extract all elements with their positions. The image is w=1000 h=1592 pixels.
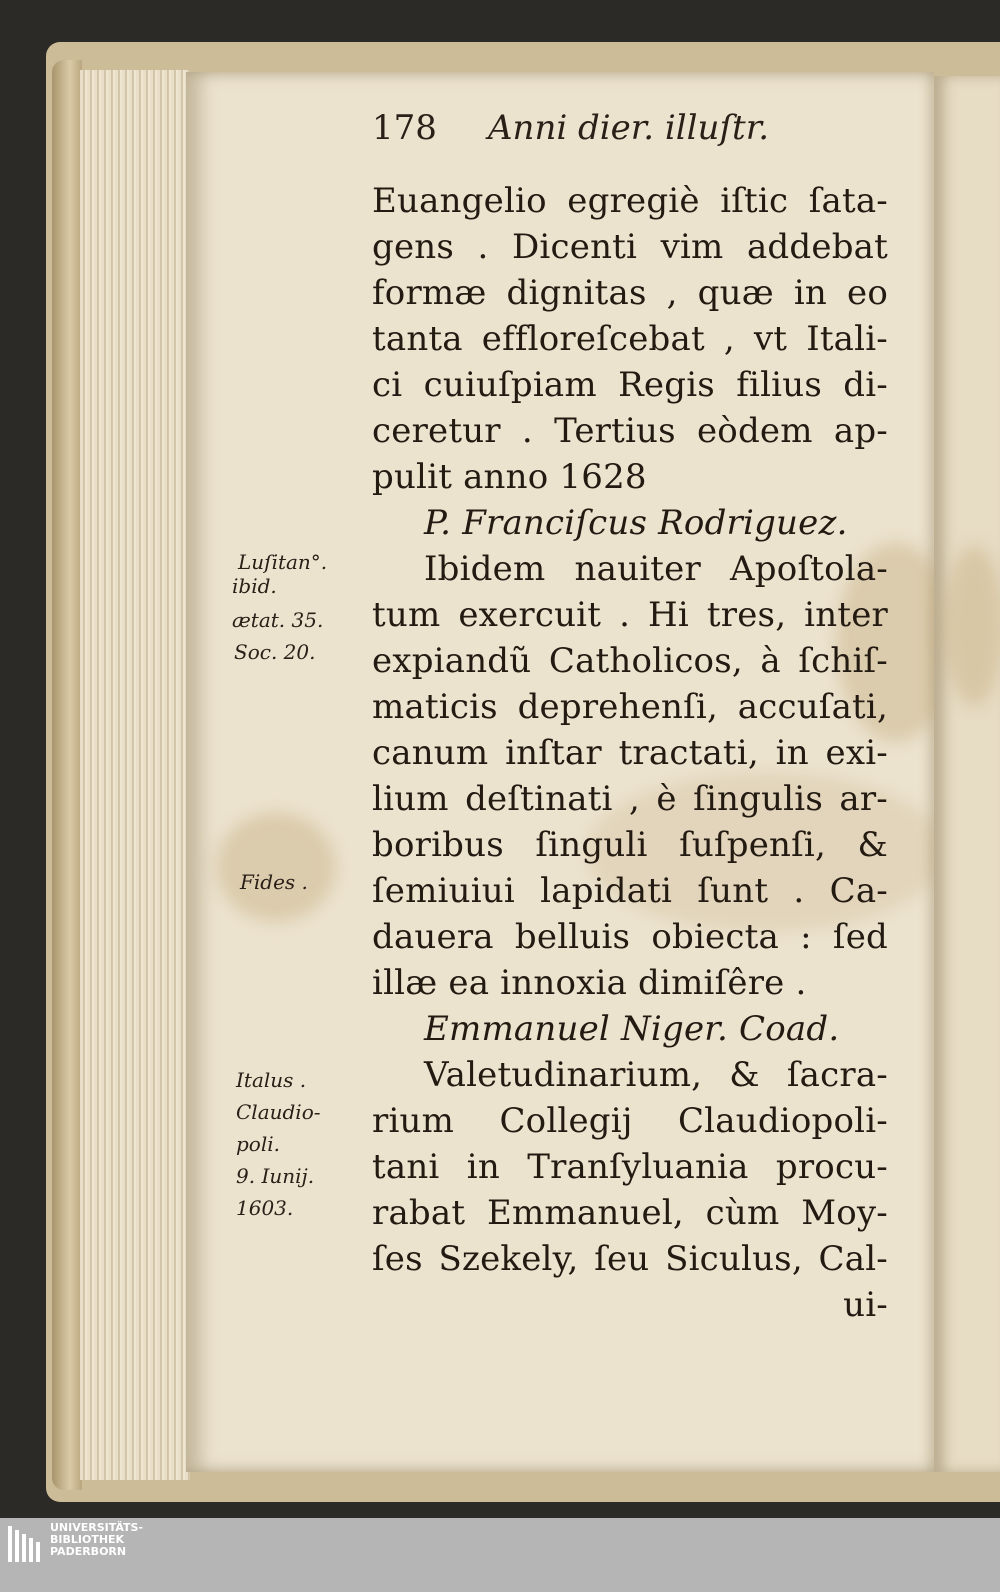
- text-line: rium Collegij Claudiopoli-: [372, 1101, 888, 1141]
- text-line: ſes Szekely, ſeu Siculus, Cal-: [372, 1239, 888, 1279]
- text-line: Valetudinarium, & ſacra-: [424, 1055, 888, 1095]
- running-title: Anni dier. illuſtr.: [488, 108, 770, 148]
- text-line: Ibidem nauiter Apoſtola-: [424, 549, 888, 589]
- text-line: boribus ſinguli ſuſpenſi, &: [372, 825, 888, 865]
- margin-note-line: 1603.: [236, 1196, 294, 1220]
- text-line: ceretur . Tertius eòdem ap-: [372, 411, 888, 451]
- text-line: expiandũ Catholicos, à ſchiſ-: [372, 641, 888, 681]
- margin-note-line: ætat. 35.: [232, 608, 324, 632]
- text-line: maticis deprehenſi, accuſati,: [372, 687, 888, 727]
- library-logo-icon: [8, 1526, 42, 1562]
- text-line: ſemiuiui lapidati ſunt . Ca-: [372, 871, 888, 911]
- margin-note-line: 9. Iunij.: [236, 1164, 315, 1188]
- margin-note-line: Claudio-: [236, 1100, 321, 1124]
- margin-note-line: Italus .: [236, 1068, 307, 1092]
- margin-note-line: ibid.: [232, 574, 277, 598]
- page-stack-edge: [80, 70, 190, 1480]
- text-line: tanta effloreſcebat , vt Itali-: [372, 319, 888, 359]
- text-line: canum inſtar tractati, in exi-: [372, 733, 888, 773]
- margin-note-line: Luſitan°.: [238, 550, 328, 574]
- library-footer-banner: [0, 1518, 1000, 1592]
- text-line: rabat Emmanuel, cùm Moy-: [372, 1193, 888, 1233]
- text-line: tani in Tranſyluania procu-: [372, 1147, 888, 1187]
- library-name-line: PADERBORN: [50, 1545, 127, 1558]
- page-number: 178: [372, 108, 437, 148]
- section-heading: P. Franciſcus Rodriguez.: [424, 503, 848, 543]
- library-name-line: UNIVERSITÄTS-: [50, 1521, 144, 1534]
- text-line: gens . Dicenti vim addebat: [372, 227, 888, 267]
- running-head: [372, 108, 892, 158]
- margin-note-line: Soc. 20.: [234, 640, 316, 664]
- section-heading: Emmanuel Niger. Coad.: [424, 1009, 840, 1049]
- text-line: illæ ea innoxia dimiſêre .: [372, 963, 807, 1003]
- text-line: pulit anno 1628: [372, 457, 647, 497]
- page-stain: [216, 812, 336, 922]
- text-line: Euangelio egregiè iſtic ſata-: [372, 181, 888, 221]
- facing-page-edge: [934, 76, 1000, 1472]
- text-line: lium deſtinati , è ſingulis ar-: [372, 779, 888, 819]
- text-line: tum exercuit . Hi tres, inter: [372, 595, 888, 635]
- page-stain: [944, 546, 1000, 706]
- margin-note-line: poli.: [236, 1132, 280, 1156]
- text-line: formæ dignitas , quæ in eo: [372, 273, 888, 313]
- library-name-line: BIBLIOTHEK: [50, 1533, 125, 1546]
- text-line: dauera belluis obiecta : ſed: [372, 917, 888, 957]
- catchword: ui-: [843, 1285, 888, 1325]
- text-line: ci cuiuſpiam Regis filius di-: [372, 365, 888, 405]
- library-name: [50, 1522, 143, 1558]
- margin-note-line: Fides .: [240, 870, 308, 894]
- book-spine-edge: [52, 60, 82, 1490]
